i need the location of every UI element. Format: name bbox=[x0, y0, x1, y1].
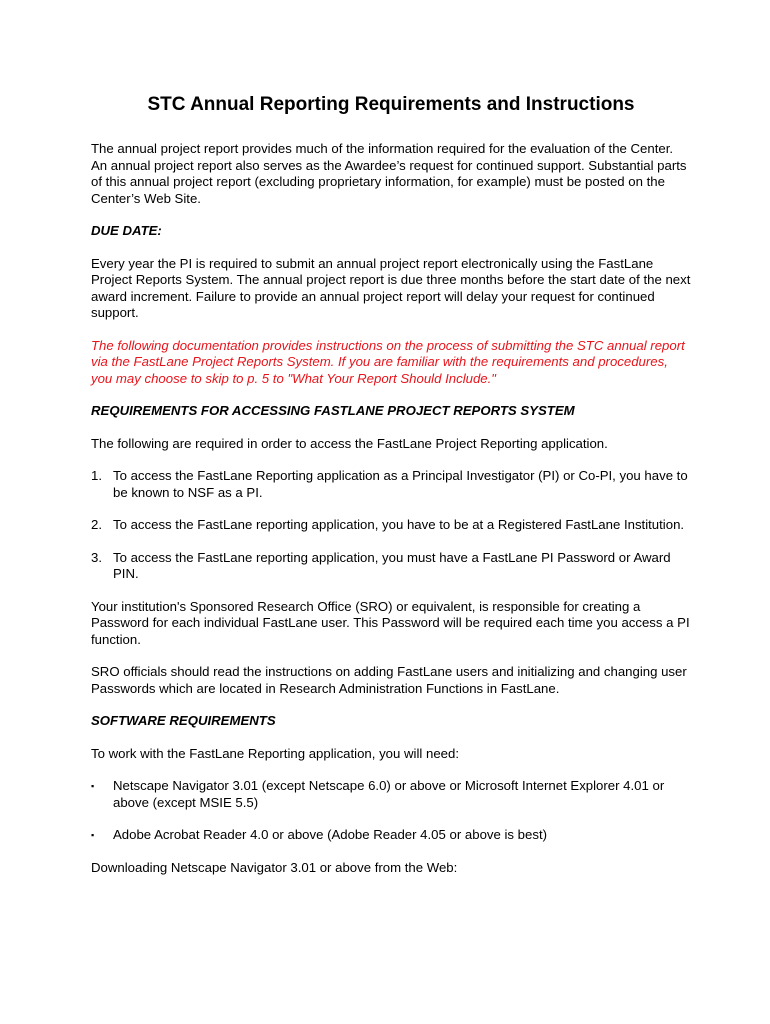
software-intro-paragraph: To work with the FastLane Reporting application, you will need: bbox=[91, 745, 459, 761]
list-item-text: Netscape Navigator 3.01 (except Netscape 6.0) or above or Microsoft Internet Explorer 4.01 or above (except MSIE 5.5) bbox=[113, 778, 665, 810]
access-intro-paragraph: The following are required in order to access the FastLane Project Reporting application. bbox=[91, 435, 608, 451]
list-item bbox=[91, 517, 691, 534]
access-requirements-list bbox=[91, 468, 691, 583]
sro-paragraph: Your institution's Sponsored Research Office (SRO) or equivalent, is responsible for creating a Password for each individual FastLane user. This Password will be required each time you access a PI function. bbox=[91, 598, 690, 647]
due-date-paragraph: Every year the PI is required to submit an annual project report electronically using the FastLane Project Reports System. The annual project report is due three months before the start date of the next award increment. Failure to provide an annual project report will delay your request for continued support. bbox=[91, 255, 691, 320]
list-item-text: To access the FastLane reporting application, you must have a FastLane PI Password or Award PIN. bbox=[113, 549, 671, 581]
software-requirements-heading: SOFTWARE REQUIREMENTS bbox=[91, 713, 276, 728]
due-date-heading: DUE DATE: bbox=[91, 223, 162, 238]
list-number: 3. bbox=[91, 549, 102, 565]
bullet-icon: ▪ bbox=[91, 830, 95, 840]
list-item-text: To access the FastLane Reporting application as a Principal Investigator (PI) or Co-PI, you have to be known to NSF as a PI. bbox=[113, 468, 688, 500]
download-paragraph: Downloading Netscape Navigator 3.01 or above from the Web: bbox=[91, 859, 458, 875]
list-item bbox=[91, 468, 691, 501]
list-number: 2. bbox=[91, 517, 102, 532]
list-number: 1. bbox=[91, 468, 102, 483]
software-requirements-list bbox=[91, 778, 691, 844]
sro-officials-paragraph: SRO officials should read the instructions on adding FastLane users and initializing and changing user Passwords which are located in Research Administration Functions in FastLane. bbox=[91, 664, 687, 696]
list-item bbox=[91, 827, 691, 844]
red-note-paragraph: The following documentation provides instructions on the process of submitting the STC annual report via the FastLane Project Reports System. If you are familiar with the requirements and procedures, you may choose to skip to p. 5 to "What Your Report Should Include." bbox=[91, 337, 685, 386]
intro-paragraph: The annual project report provides much of the information required for the evaluation of the Center. An annual project report also serves as the Awardee’s request for continued support. Substantial parts of this annual project report (excluding proprietary information, for example) must be posted on the Center’s Web Site. bbox=[91, 141, 687, 206]
list-item-text: To access the FastLane reporting application, you have to be at a Registered FastLane Institution. bbox=[113, 517, 685, 532]
page-title: STC Annual Reporting Requirements and Instructions bbox=[147, 94, 635, 115]
list-item bbox=[91, 778, 691, 811]
list-item-text: Adobe Acrobat Reader 4.0 or above (Adobe Reader 4.05 or above is best) bbox=[113, 827, 548, 842]
access-requirements-heading: REQUIREMENTS FOR ACCESSING FASTLANE PROJECT REPORTS SYSTEM bbox=[91, 403, 575, 418]
list-item bbox=[91, 550, 691, 583]
bullet-icon: ▪ bbox=[91, 781, 95, 791]
document-page bbox=[91, 92, 691, 892]
